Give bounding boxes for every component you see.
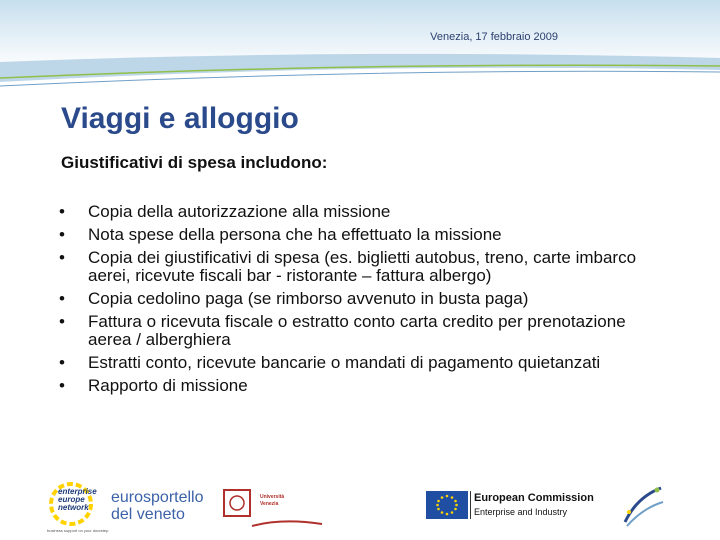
header-date: Venezia, 17 febbraio 2009 [430, 31, 558, 43]
bullet-list [59, 203, 659, 400]
university-logo [222, 488, 332, 534]
bullet-dot: • [59, 312, 65, 331]
een-line3: network [58, 503, 89, 512]
bullet-item [59, 354, 659, 372]
bullet-text: Estratti conto, ricevute bancarie o mandati di pagamento quietanzati [88, 353, 601, 372]
bullet-dot: • [59, 289, 65, 308]
bullet-dot: • [59, 248, 65, 267]
ec-divider [470, 491, 471, 519]
eu-stars-icon [426, 491, 468, 519]
bullet-item [59, 377, 659, 395]
university-line2: Venezia [260, 501, 279, 507]
bullet-dot: • [59, 353, 65, 372]
ec-subtitle: Enterprise and Industry [474, 507, 568, 517]
bullet-text: Copia cedolino paga (se rimborso avvenuto in busta paga) [88, 289, 529, 308]
bullet-text: Copia della autorizzazione alla missione [88, 202, 391, 221]
bullet-item [59, 290, 659, 308]
bullet-text: Fattura o ricevuta fiscale o estratto conto carta credito per prenotazione aerea / alberghiera [88, 312, 626, 349]
swoosh-logo-icon [617, 482, 667, 532]
een-line2: europe [58, 495, 85, 504]
bullet-text: Rapporto di missione [88, 376, 248, 395]
bullet-item [59, 203, 659, 221]
een-logo [47, 480, 107, 535]
university-line1: Università [260, 494, 285, 500]
bullet-item [59, 226, 659, 244]
slide-title: Viaggi e alloggio [61, 102, 299, 135]
slide-subtitle: Giustificativi di spesa includono: [61, 153, 328, 172]
bullet-dot: • [59, 225, 65, 244]
ec-title: European Commission [474, 492, 594, 504]
eurosportello-line2: del veneto [111, 506, 185, 523]
eurosportello-logo [111, 489, 204, 523]
bullet-text: Nota spese della persona che ha effettuato la missione [88, 225, 502, 244]
bullet-dot: • [59, 376, 65, 395]
bullet-dot: • [59, 202, 65, 221]
university-text [260, 494, 284, 508]
eurosportello-line1: eurosportello [111, 489, 204, 506]
een-tagline: business support on your doorstep [47, 528, 109, 533]
bullet-text: Copia dei giustificativi di spesa (es. biglietti autobus, treno, carte imbarco aerei, ricevute fiscali bar - ristorante – fattura albergo) [88, 248, 637, 285]
een-text [58, 488, 97, 512]
bullet-item [59, 249, 659, 285]
eu-flag-icon [426, 491, 468, 519]
header-band [0, 0, 720, 95]
een-line1: enterprise [58, 487, 97, 496]
bullet-item [59, 313, 659, 349]
